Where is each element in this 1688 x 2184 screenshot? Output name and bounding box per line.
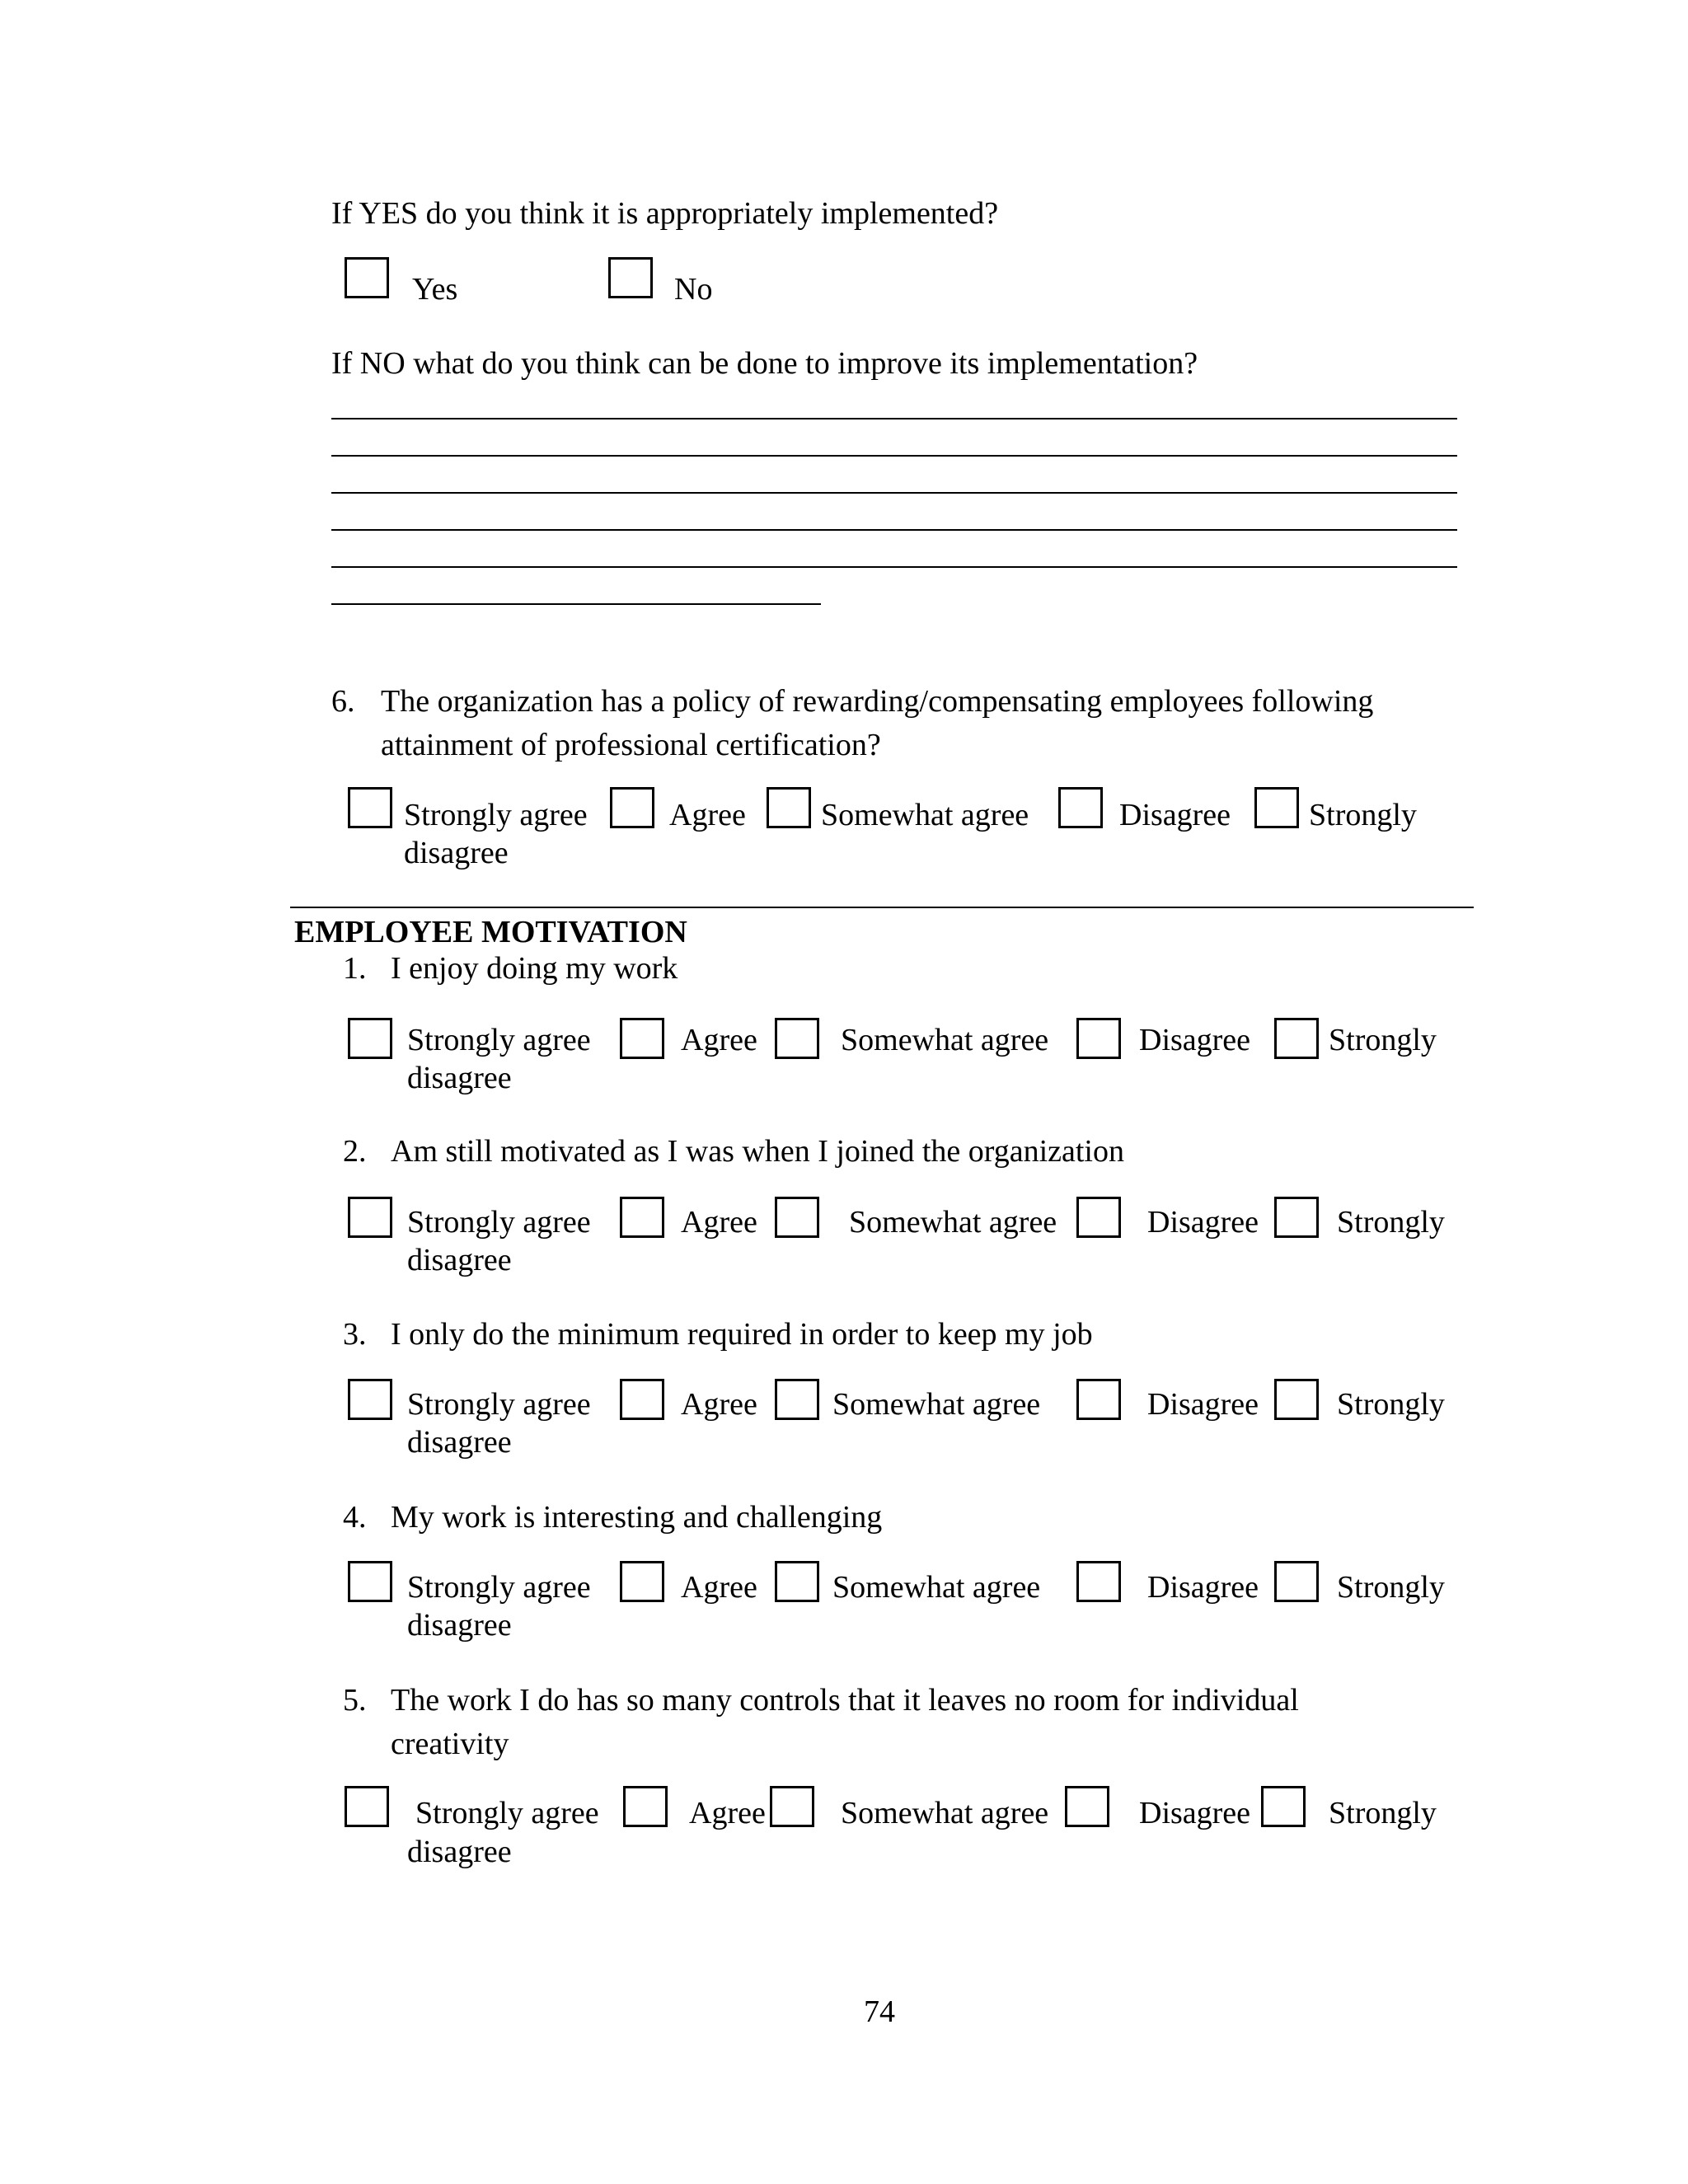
strongly-agree-label: Strongly agree bbox=[407, 1387, 591, 1422]
yes-checkbox[interactable] bbox=[345, 257, 389, 298]
agree-label: Agree bbox=[689, 1796, 766, 1830]
agree-label: Agree bbox=[669, 798, 746, 832]
somewhat-agree-label: Somewhat agree bbox=[821, 798, 1029, 832]
strongly-label: Strongly bbox=[1337, 1205, 1445, 1240]
somewhat-agree-label: Somewhat agree bbox=[832, 1387, 1041, 1422]
answer-line[interactable] bbox=[331, 566, 1457, 568]
strongly-agree-label: Strongly agree bbox=[407, 1205, 591, 1240]
agree-label: Agree bbox=[681, 1205, 757, 1240]
yes-label: Yes bbox=[412, 272, 458, 307]
strongly-label: Strongly bbox=[1337, 1570, 1445, 1605]
question-number: 1. bbox=[343, 951, 367, 986]
strongly-disagree-checkbox[interactable] bbox=[1274, 1561, 1319, 1602]
question-number: 5. bbox=[343, 1683, 367, 1718]
disagree-wrap-label: disagree bbox=[407, 1425, 512, 1460]
somewhat-agree-label: Somewhat agree bbox=[841, 1796, 1049, 1830]
question-text: The work I do has so many controls that it leaves no room for individual bbox=[391, 1683, 1299, 1718]
disagree-label: Disagree bbox=[1147, 1570, 1259, 1605]
strongly-agree-checkbox[interactable] bbox=[348, 787, 392, 828]
strongly-agree-label: Strongly agree bbox=[404, 798, 588, 832]
strongly-disagree-checkbox[interactable] bbox=[1274, 1018, 1319, 1059]
disagree-wrap-label: disagree bbox=[407, 1243, 512, 1277]
somewhat-agree-checkbox[interactable] bbox=[775, 1018, 819, 1059]
strongly-disagree-checkbox[interactable] bbox=[1261, 1786, 1306, 1827]
strongly-disagree-checkbox[interactable] bbox=[1254, 787, 1299, 828]
strongly-agree-label: Strongly agree bbox=[407, 1023, 591, 1057]
disagree-wrap-label: disagree bbox=[407, 1835, 512, 1869]
question-text: The organization has a policy of rewarding/compensating employees following bbox=[381, 684, 1374, 719]
agree-checkbox[interactable] bbox=[623, 1786, 668, 1827]
somewhat-agree-checkbox[interactable] bbox=[775, 1561, 819, 1602]
disagree-label: Disagree bbox=[1119, 798, 1231, 832]
disagree-wrap-label: disagree bbox=[407, 1061, 512, 1095]
improve-question: If NO what do you think can be done to improve its implementation? bbox=[331, 346, 1198, 381]
agree-label: Agree bbox=[681, 1570, 757, 1605]
strongly-disagree-checkbox[interactable] bbox=[1274, 1197, 1319, 1238]
section-heading: EMPLOYEE MOTIVATION bbox=[294, 915, 687, 949]
no-label: No bbox=[674, 272, 713, 307]
question-text-continued: creativity bbox=[391, 1727, 509, 1761]
agree-checkbox[interactable] bbox=[620, 1561, 664, 1602]
strongly-label: Strongly bbox=[1329, 1023, 1437, 1057]
strongly-agree-checkbox[interactable] bbox=[348, 1379, 392, 1420]
disagree-checkbox[interactable] bbox=[1065, 1786, 1109, 1827]
question-text: My work is interesting and challenging bbox=[391, 1500, 883, 1535]
question-number: 6. bbox=[331, 684, 355, 719]
agree-checkbox[interactable] bbox=[620, 1197, 664, 1238]
disagree-label: Disagree bbox=[1147, 1205, 1259, 1240]
disagree-checkbox[interactable] bbox=[1076, 1197, 1121, 1238]
somewhat-agree-label: Somewhat agree bbox=[832, 1570, 1041, 1605]
answer-line[interactable] bbox=[331, 455, 1457, 457]
question-number: 4. bbox=[343, 1500, 367, 1535]
agree-checkbox[interactable] bbox=[620, 1018, 664, 1059]
no-checkbox[interactable] bbox=[608, 257, 653, 298]
agree-checkbox[interactable] bbox=[620, 1379, 664, 1420]
somewhat-agree-label: Somewhat agree bbox=[841, 1023, 1049, 1057]
disagree-checkbox[interactable] bbox=[1058, 787, 1103, 828]
strongly-label: Strongly bbox=[1309, 798, 1417, 832]
disagree-checkbox[interactable] bbox=[1076, 1018, 1121, 1059]
somewhat-agree-checkbox[interactable] bbox=[775, 1379, 819, 1420]
agree-label: Agree bbox=[681, 1023, 757, 1057]
strongly-agree-label: Strongly agree bbox=[407, 1570, 591, 1605]
question-number: 2. bbox=[343, 1134, 367, 1169]
question-text: I enjoy doing my work bbox=[391, 951, 678, 986]
section-divider bbox=[290, 907, 1474, 908]
answer-line[interactable] bbox=[331, 603, 821, 605]
question-number: 3. bbox=[343, 1317, 367, 1352]
agree-checkbox[interactable] bbox=[610, 787, 654, 828]
strongly-agree-checkbox[interactable] bbox=[348, 1018, 392, 1059]
agree-label: Agree bbox=[681, 1387, 757, 1422]
page-number: 74 bbox=[864, 1994, 895, 2029]
somewhat-agree-checkbox[interactable] bbox=[767, 787, 811, 828]
answer-line[interactable] bbox=[331, 418, 1457, 419]
implementation-question: If YES do you think it is appropriately implemented? bbox=[331, 196, 999, 231]
strongly-label: Strongly bbox=[1329, 1796, 1437, 1830]
strongly-label: Strongly bbox=[1337, 1387, 1445, 1422]
question-text: Am still motivated as I was when I joined the organization bbox=[391, 1134, 1124, 1169]
disagree-label: Disagree bbox=[1139, 1796, 1251, 1830]
disagree-wrap-label: disagree bbox=[404, 836, 509, 870]
answer-line[interactable] bbox=[331, 529, 1457, 531]
disagree-label: Disagree bbox=[1139, 1023, 1251, 1057]
strongly-agree-checkbox[interactable] bbox=[348, 1197, 392, 1238]
strongly-agree-checkbox[interactable] bbox=[348, 1561, 392, 1602]
somewhat-agree-checkbox[interactable] bbox=[770, 1786, 814, 1827]
strongly-disagree-checkbox[interactable] bbox=[1274, 1379, 1319, 1420]
strongly-agree-label: Strongly agree bbox=[415, 1796, 599, 1830]
disagree-checkbox[interactable] bbox=[1076, 1561, 1121, 1602]
disagree-label: Disagree bbox=[1147, 1387, 1259, 1422]
answer-line[interactable] bbox=[331, 492, 1457, 494]
disagree-checkbox[interactable] bbox=[1076, 1379, 1121, 1420]
somewhat-agree-checkbox[interactable] bbox=[775, 1197, 819, 1238]
somewhat-agree-label: Somewhat agree bbox=[849, 1205, 1057, 1240]
question-text-continued: attainment of professional certification? bbox=[381, 728, 881, 762]
strongly-agree-checkbox[interactable] bbox=[345, 1786, 389, 1827]
question-text: I only do the minimum required in order to keep my job bbox=[391, 1317, 1093, 1352]
disagree-wrap-label: disagree bbox=[407, 1608, 512, 1643]
